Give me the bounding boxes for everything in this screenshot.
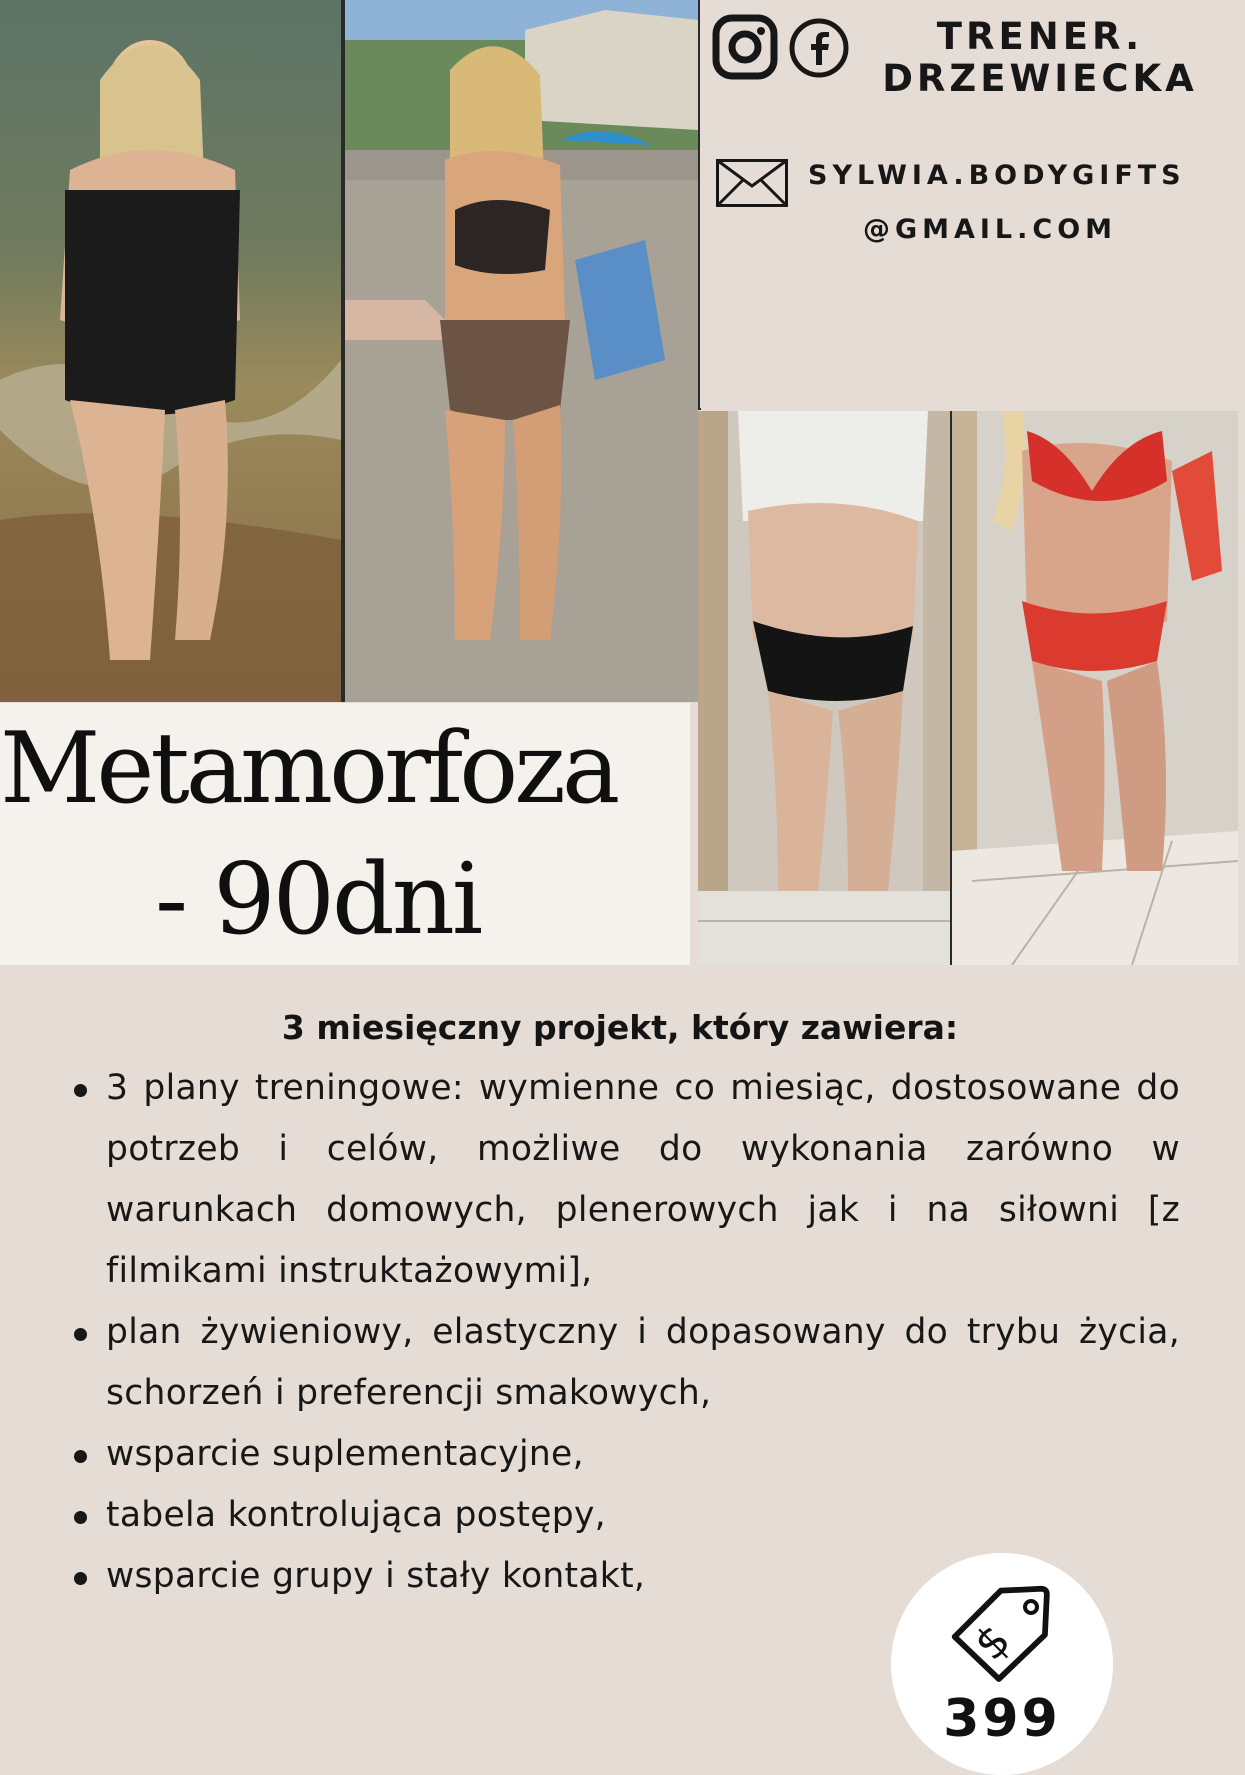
- feature-item-text: tabela kontrolująca postępy,: [106, 1495, 606, 1535]
- price-value: 399: [943, 1689, 1061, 1749]
- feature-item-text: plan żywieniowy, elastyczny i dopasowany do trybu życia, schorzeń i preferencji smakowych,: [106, 1312, 1180, 1413]
- feature-item-text: wsparcie grupy i stały kontakt,: [106, 1556, 646, 1596]
- mail-icon[interactable]: [715, 158, 789, 212]
- email-line1: SYLWIA.BODYGIFTS: [808, 160, 1186, 191]
- bullet-icon: [74, 1450, 87, 1463]
- feature-item-text: wsparcie suplementacyjne,: [106, 1434, 584, 1474]
- feature-list: [68, 1058, 1180, 1607]
- offer-heading: 3 miesięczny projekt, który zawiera:: [281, 1008, 959, 1047]
- page-title: Metamorfoza: [0, 712, 617, 826]
- feature-item-text: 3 plany treningowe: wymienne co miesiąc, dostosowane do potrzeb i celów, możliwe do wykonania zarówno w warunkach domowych, plenerowych jak i na siłowni [z filmikami instruktażowymi],: [106, 1068, 1180, 1291]
- brand-name-line2: DRZEWIECKA: [882, 57, 1198, 100]
- bullet-icon: [74, 1511, 87, 1524]
- page-subtitle: - 90dni: [155, 843, 481, 957]
- bullet-icon: [74, 1572, 87, 1585]
- feature-item: [68, 1485, 1180, 1546]
- feature-item: [68, 1058, 1180, 1302]
- photo-divider: [950, 411, 952, 965]
- email-line2: @GMAIL.COM: [862, 214, 1118, 245]
- feature-item: [68, 1424, 1180, 1485]
- photo-divider: [341, 0, 345, 702]
- svg-text:$: $: [964, 1614, 1021, 1671]
- before-mirror-photo: [698, 411, 950, 965]
- contact-panel: [700, 0, 1245, 408]
- title-box: [0, 703, 690, 965]
- brand-name-line1: TRENER.: [936, 15, 1144, 58]
- after-beach-photo: [345, 0, 698, 702]
- before-beach-photo: [0, 0, 341, 702]
- feature-item: [68, 1302, 1180, 1424]
- brand-name: [875, 16, 1205, 100]
- bullet-icon: [74, 1328, 87, 1341]
- after-mirror-photo: [952, 411, 1238, 965]
- bullet-icon: [74, 1084, 87, 1097]
- email-address[interactable]: [800, 162, 1220, 244]
- price-badge[interactable]: [891, 1553, 1113, 1775]
- price-tag-dollar-icon: [945, 1585, 1057, 1691]
- facebook-icon[interactable]: [788, 17, 850, 79]
- instagram-icon[interactable]: [712, 14, 778, 80]
